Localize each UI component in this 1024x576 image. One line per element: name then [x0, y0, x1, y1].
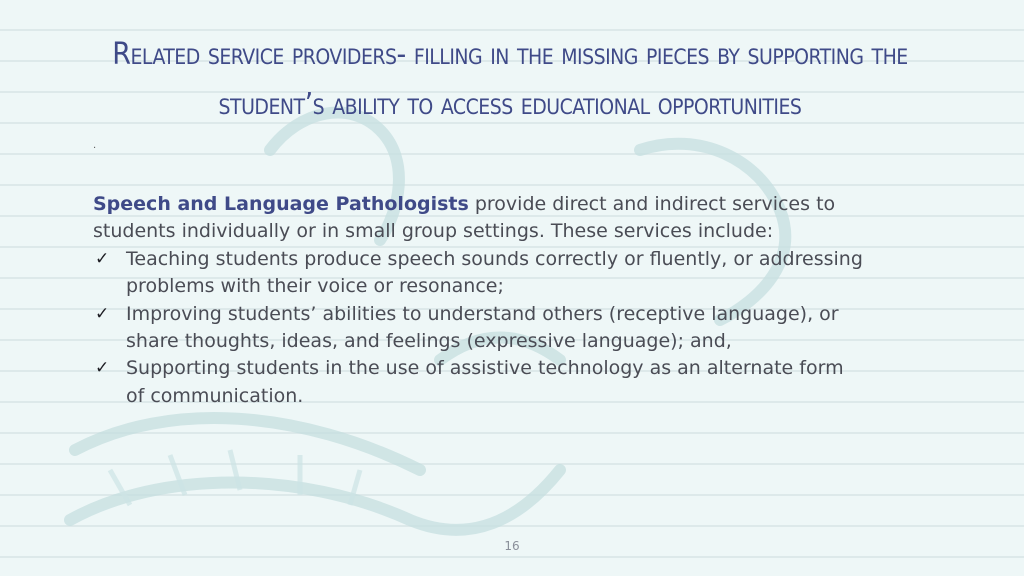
intro-paragraph: [93, 191, 863, 246]
list-item: [93, 355, 863, 410]
bullet-marker: ·: [93, 143, 97, 154]
list-item-text: Improving students’ abilities to understand others (receptive language), or share thoughts, ideas, and feelings (expressive language); and,: [126, 302, 839, 353]
checkmark-icon: ✓: [95, 358, 110, 379]
list-item-text: Supporting students in the use of assistive technology as an alternate form of communication.: [126, 357, 844, 407]
checkmark-icon: ✓: [95, 248, 110, 269]
intro-text: provide direct and indirect services to students individually or in small group settings. These services include:: [93, 193, 836, 243]
list-item-text: Teaching students produce speech sounds correctly or fluently, or addressing problems with their voice or resonance;: [126, 247, 863, 298]
checkmark-icon: ✓: [95, 303, 110, 324]
slide-body: [93, 191, 863, 410]
intro-bold-term: Speech and Language Pathologists: [93, 193, 469, 215]
page-number: 16: [504, 539, 520, 553]
list-item: [93, 301, 863, 356]
slide-title: Related service providers- filling in the missing pieces by supporting the student’s ability to access educational opportunities: [112, 37, 908, 122]
list-item: [93, 246, 863, 301]
service-list: [93, 246, 863, 410]
